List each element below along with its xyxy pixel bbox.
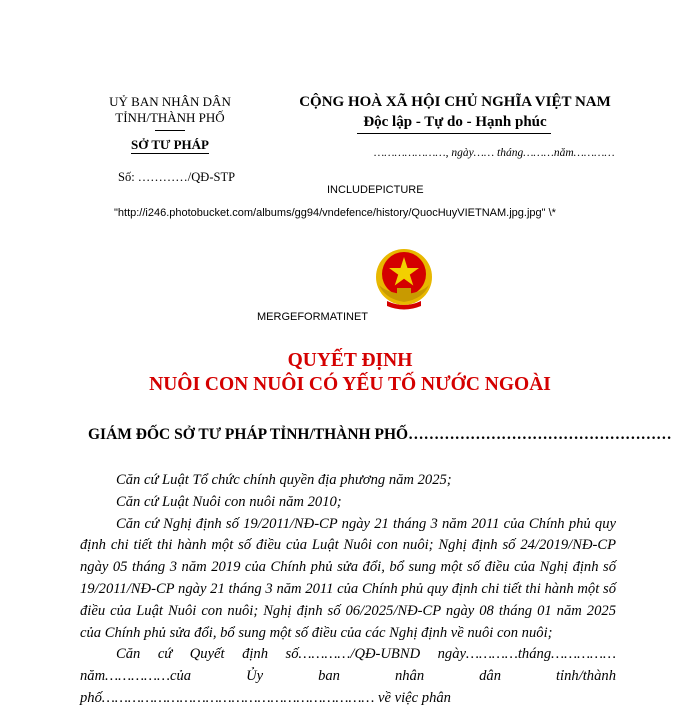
motto-underline — [357, 133, 551, 134]
org-divider — [155, 130, 185, 131]
decision-number: Số: …………/QĐ-STP — [118, 170, 236, 184]
dept-name-text: SỞ TƯ PHÁP — [130, 137, 209, 152]
title-line-2: NUÔI CON NUÔI CÓ YẾU TỐ NƯỚC NGOÀI — [149, 374, 551, 395]
legal-basis-4: Căn cứ Quyết định số…………/QĐ-UBND ngày…………tháng……………năm……………của Ủy ban nhân dân tỉnh/thành phố……………………………………………………… về việc phân — [80, 646, 616, 706]
legal-basis-1: Căn cứ Luật Tổ chức chính quyền địa phương năm 2025; — [116, 472, 452, 488]
legal-basis-2: Căn cứ Luật Nuôi con nuôi năm 2010; — [116, 493, 342, 510]
date-line: …………………, ngày…… tháng………năm………… — [374, 147, 615, 159]
picture-url-code: "http://i246.photobucket.com/albums/gg94/vndefence/history/QuocHuyVIETNAM.jpg.jpg" \* — [114, 207, 556, 219]
title-line-1: QUYẾT ĐỊNH — [287, 350, 413, 371]
org-line-2: TỈNH/THÀNH PHỐ — [115, 110, 225, 125]
motto: Độc lập - Tự do - Hạnh phúc — [363, 114, 547, 130]
authority-line: GIÁM ĐỐC SỞ TƯ PHÁP TỈNH/THÀNH PHỐ…………………………………………… — [88, 426, 672, 443]
national-emblem-icon — [373, 247, 435, 311]
document-body — [80, 470, 616, 710]
dept-name — [90, 136, 250, 154]
nation-name: CỘNG HOÀ XÃ HỘI CHỦ NGHĨA VIỆT NAM — [299, 94, 611, 110]
include-picture-code: INCLUDEPICTURE — [327, 184, 424, 196]
org-line-1: UỶ BAN NHÂN DÂN — [109, 94, 231, 109]
legal-basis-3: Căn cứ Nghị định số 19/2011/NĐ-CP ngày 21 tháng 3 năm 2011 của Chính phủ quy định chi tiết thi hành một số điều của Luật Nuôi con nuôi; Nghị định số 24/2019/NĐ-CP ngày 05 tháng 3 năm 2019 của Chính phủ sửa đổi, bổ sung một số điều của Nghị định số 19/2011/NĐ-CP ngày 21 tháng 3 năm 2011 của Chính phủ quy định chi tiết thi hành một số điều của Luật Nuôi con nuôi; Nghị định số 06/2025/NĐ-CP ngày 08 tháng 01 năm 2025 của Chính phủ sửa đổi, bổ sung một số điều của các Nghị định về nuôi con nuôi; — [80, 515, 616, 641]
merge-format-code: MERGEFORMATINET — [257, 311, 369, 323]
